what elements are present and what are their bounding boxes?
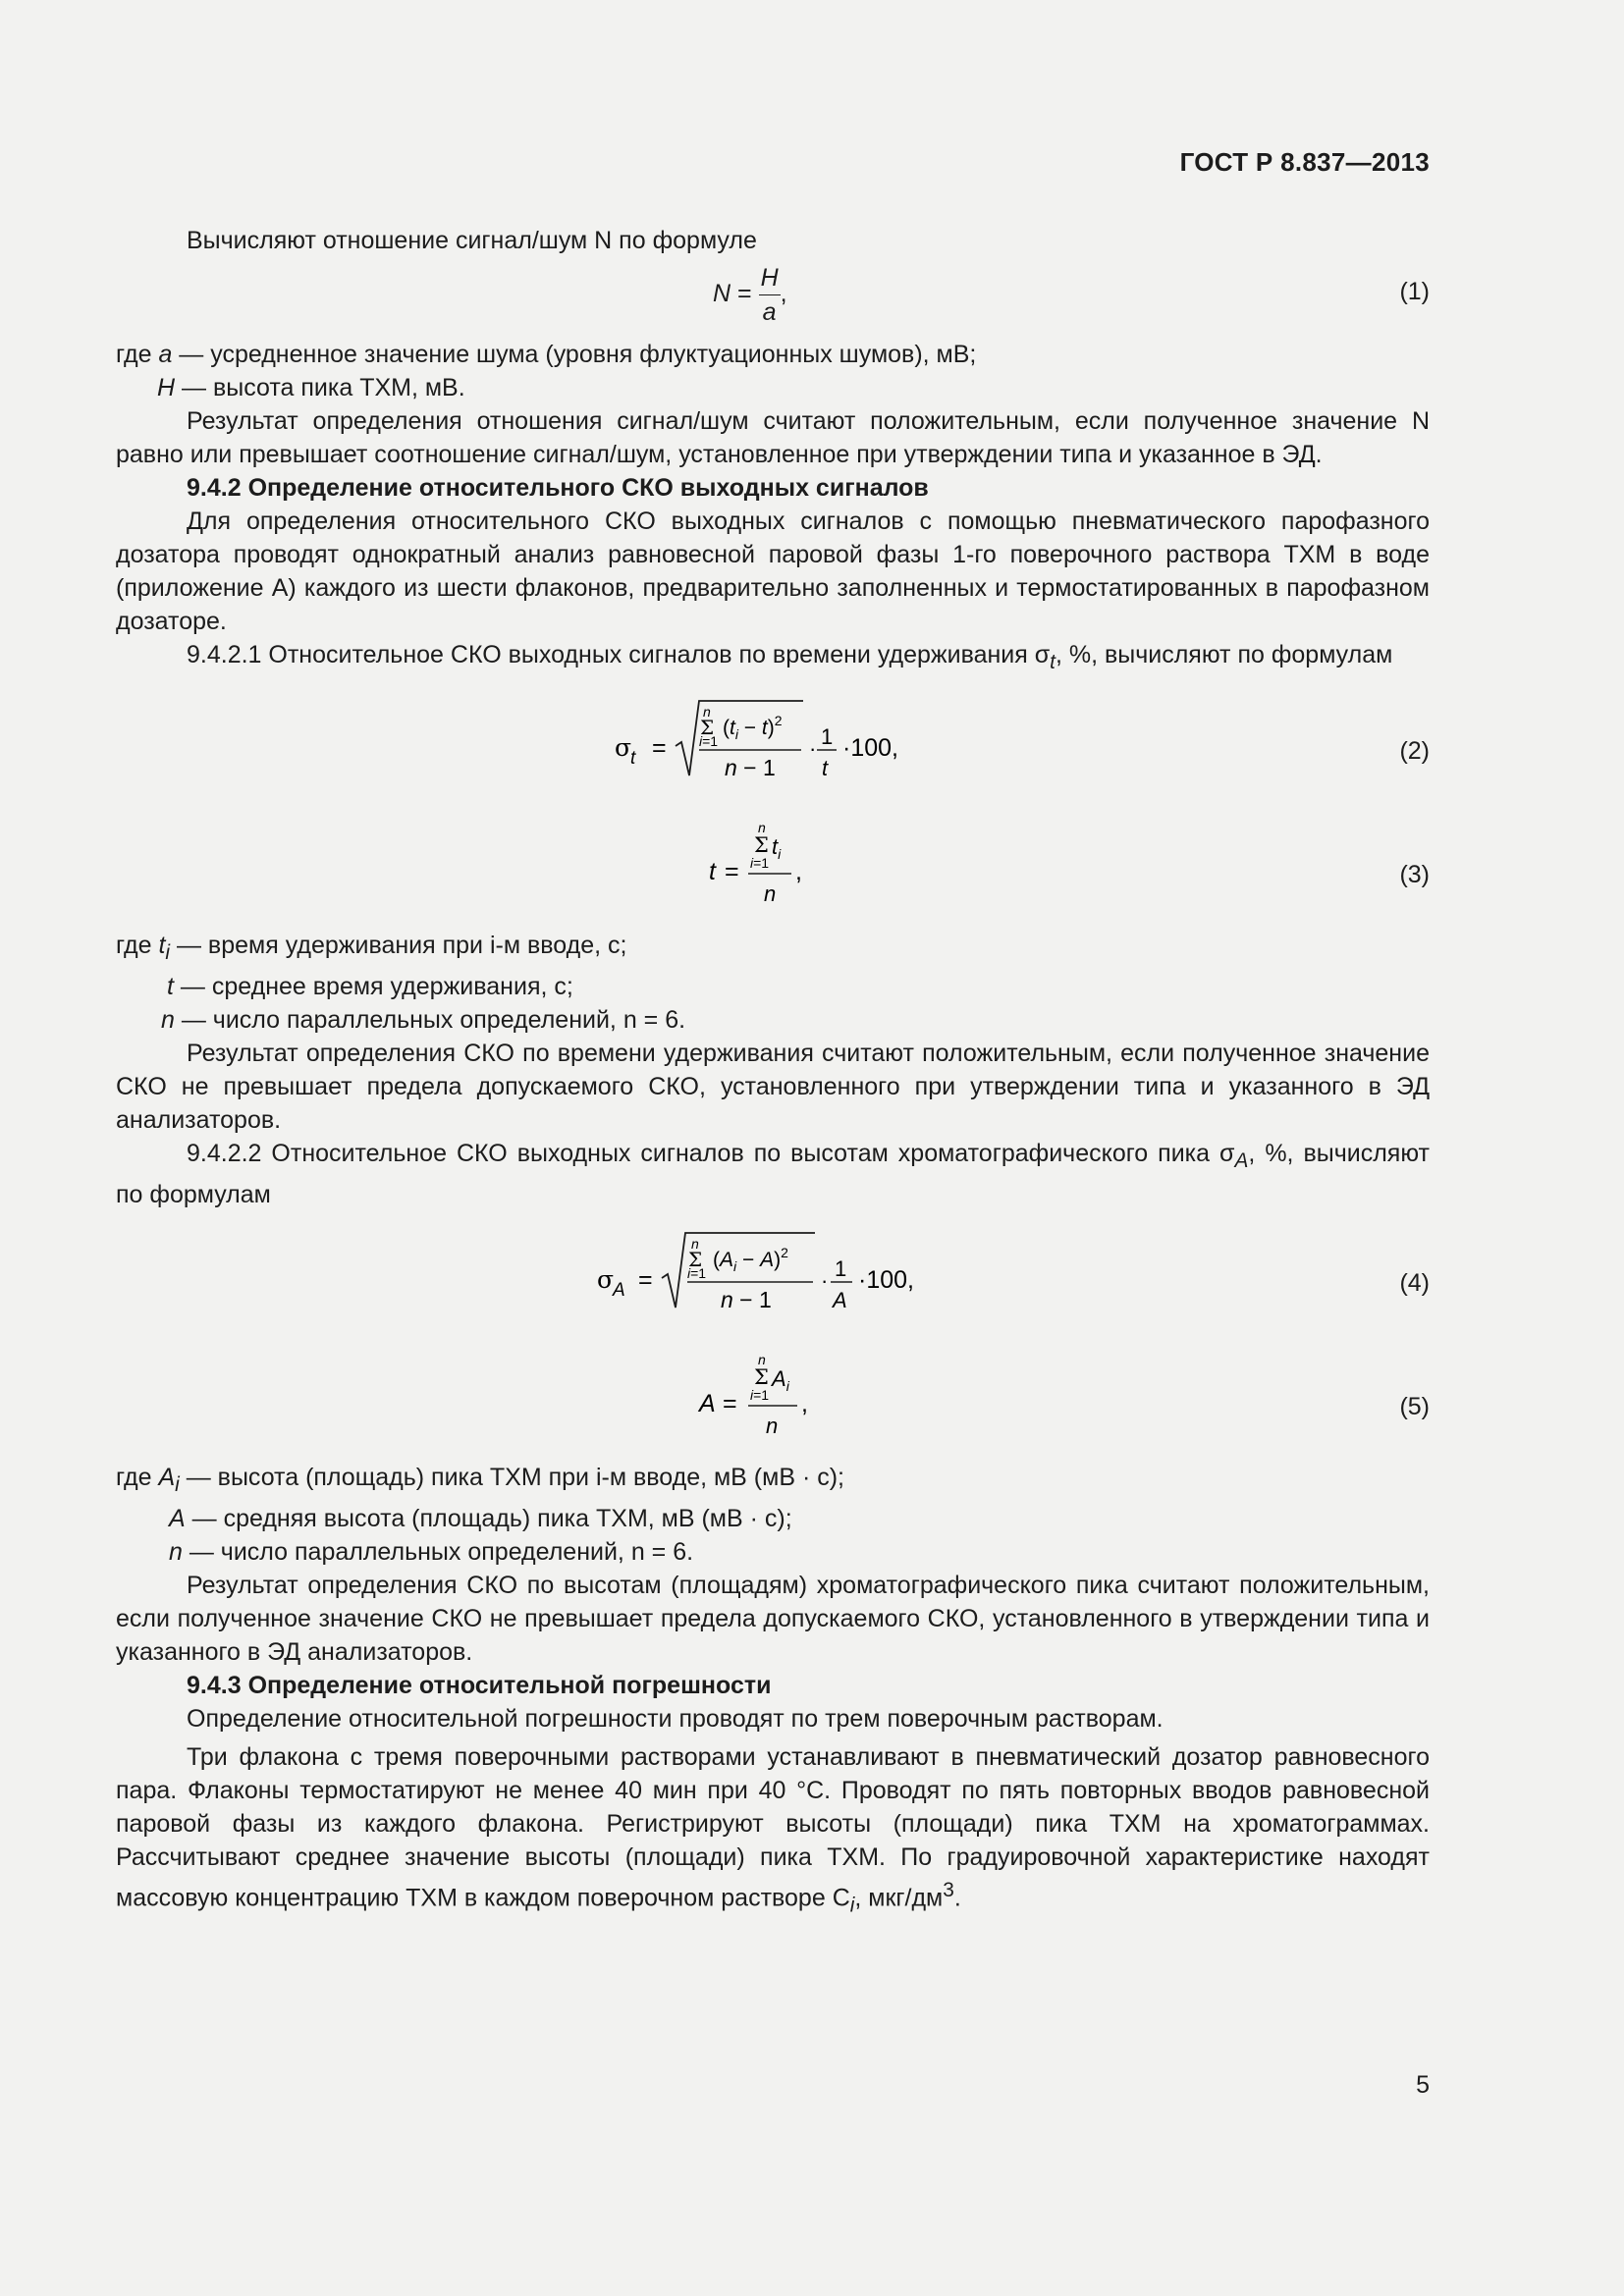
heading-9-4-2: 9.4.2 Определение относительного СКО выходных сигналов bbox=[187, 474, 929, 502]
svg-text:i=1: i=1 bbox=[687, 1265, 707, 1281]
formula-5-graphic bbox=[116, 1345, 1430, 1461]
formula-1-lhs: N bbox=[713, 280, 731, 308]
svg-text:ti: $t_i$ bbox=[772, 834, 782, 862]
svg-text:n: n bbox=[703, 704, 711, 720]
svg-text:n: n bbox=[764, 881, 777, 906]
svg-text:σ: σ bbox=[615, 733, 632, 762]
svg-text:σ: σ bbox=[597, 1265, 615, 1294]
formula-2-graphic bbox=[116, 679, 1430, 813]
svg-text:=: = bbox=[723, 1390, 737, 1417]
formula-5 bbox=[116, 1345, 1430, 1461]
formula-4 bbox=[116, 1211, 1430, 1345]
svg-text:Σ: Σ bbox=[754, 1365, 769, 1389]
formula-5-number: (5) bbox=[1399, 1393, 1430, 1420]
paragraph-result-3: Результат определения СКО по высотам (площадям) хроматографического пика считают положительным, если полученное значение СКО не превышает предела допускаемого СКО, установленного в утверждении типа и указанного в ЭД анализаторов. bbox=[116, 1572, 1430, 1666]
where-t: t — среднее время удерживания, с; bbox=[167, 973, 573, 1000]
svg-text:i=1: i=1 bbox=[750, 1387, 770, 1403]
formula-3-graphic bbox=[116, 813, 1430, 929]
formula-4-number: (4) bbox=[1399, 1269, 1430, 1297]
formula-2-number: (2) bbox=[1399, 737, 1430, 765]
where-a: где a — усредненное значение шума (уровня флуктуационных шумов), мВ; bbox=[116, 341, 977, 368]
formula-1-number: (1) bbox=[1399, 278, 1430, 305]
paragraph-result-2: Результат определения СКО по времени удерживания считают положительным, если полученное значение СКО не превышает предела допускаемого СКО, установленного при утверждении типа и указанного в ЭД анализаторов. bbox=[116, 1040, 1430, 1134]
document-header: ГОСТ Р 8.837—2013 bbox=[1179, 147, 1430, 177]
paragraph-9-4-3-b: Три флакона с тремя поверочными растворами устанавливают в пневматический дозатор равновесного пара. Флаконы термостатируют не менее 40 мин при 40 °С. Проводят по пять повторных вводов равновесной паровой фазы из каждого флакона. Регистрируют высоты (площади) пика ТХМ на хроматограммах. Рассчитывают среднее значение высоты (площади) пика ТХМ. По градуировочной характеристике находят массовую концентрацию ТХМ в каждом поверочном растворе $C_i$, мкг/$дм^3$. bbox=[116, 1743, 1430, 1917]
svg-text:·100,: ·100, bbox=[842, 734, 898, 762]
svg-text:i=1: i=1 bbox=[750, 855, 770, 871]
svg-text:A: A bbox=[613, 1280, 625, 1301]
formula-1-numerator: H bbox=[760, 264, 779, 292]
svg-text:n: n bbox=[758, 1352, 766, 1367]
heading-9-4-3: 9.4.3 Определение относительной погрешности bbox=[187, 1672, 772, 1699]
formula-1: N = $\frac{H}{a}$ , (1) bbox=[116, 257, 1430, 338]
svg-text:n − 1: n − 1 bbox=[721, 1287, 772, 1312]
paragraph-result-1: Результат определения отношения сигнал/шум считают положительным, если полученное значение N равно или превышает соотношение сигнал/шум, установленное при утверждении типа и указанное в ЭД. bbox=[116, 407, 1430, 468]
svg-text:t: t bbox=[822, 756, 829, 780]
svg-text:(ti − t)2: $(t_i - t)^2$ bbox=[723, 713, 783, 742]
formula-2 bbox=[116, 679, 1430, 813]
where-n: n — число параллельных определений, n = 6. bbox=[161, 1006, 686, 1034]
svg-text:1: 1 bbox=[821, 724, 834, 749]
svg-text:(Ai − A)2: $(A_i - A)^2$ bbox=[713, 1245, 788, 1274]
svg-text:n: n bbox=[758, 820, 766, 835]
svg-text:A: A bbox=[699, 1390, 716, 1417]
svg-text:·100,: ·100, bbox=[858, 1266, 914, 1294]
paragraph-9-4-2-2: 9.4.2.2 Относительное СКО выходных сигналов по высотам хроматографического пика $\sigma_A$, %, вычисляют по формулам bbox=[116, 1140, 1430, 1208]
svg-text:A: A bbox=[833, 1288, 847, 1312]
svg-text:,: , bbox=[801, 1390, 808, 1417]
svg-text:Ai: $A_i$ bbox=[772, 1366, 789, 1394]
where-n-2: n — число параллельных определений, n = 6. bbox=[169, 1538, 694, 1566]
svg-text:Σ: Σ bbox=[688, 1248, 703, 1271]
svg-text:=: = bbox=[638, 1266, 653, 1294]
paragraph-9-4-3-a: Определение относительной погрешности проводят по трем поверочным растворам. bbox=[187, 1705, 1164, 1733]
svg-text:n: n bbox=[691, 1236, 699, 1252]
svg-text:1: 1 bbox=[835, 1256, 847, 1281]
svg-text:=: = bbox=[652, 734, 667, 762]
paragraph-9-4-2-1: 9.4.2.1 Относительное СКО выходных сигналов по времени удерживания $\sigma_t$, %, вычисляют по формулам bbox=[187, 641, 1393, 673]
paragraph-9-4-2: Для определения относительного СКО выходных сигналов с помощью пневматического парофазного дозатора проводят однократный анализ равновесной паровой фазы 1-го поверочного раствора ТХМ в воде (приложение А) каждого из шести флаконов, предварительно заполненных и термостатированных в парофазном дозаторе. bbox=[116, 507, 1430, 635]
formula-1-denominator: a bbox=[759, 294, 781, 329]
document-body bbox=[116, 224, 1430, 1922]
formula-3-number: (3) bbox=[1399, 861, 1430, 888]
svg-text:t: t bbox=[630, 748, 636, 769]
svg-text:t: t bbox=[709, 858, 716, 885]
where-H: H — высота пика ТХМ, мВ. bbox=[157, 374, 465, 401]
svg-text:·: · bbox=[821, 1268, 829, 1293]
svg-text:=: = bbox=[725, 858, 739, 885]
where-ti: где $t_i$ — время удерживания при i-м вводе, с; bbox=[116, 932, 627, 964]
svg-text:·: · bbox=[809, 736, 817, 761]
svg-text:Σ: Σ bbox=[700, 716, 715, 739]
svg-text:n: n bbox=[766, 1414, 779, 1438]
formula-3 bbox=[116, 813, 1430, 929]
svg-text:Σ: Σ bbox=[754, 833, 769, 857]
svg-text:i=1: i=1 bbox=[699, 733, 719, 749]
svg-text:,: , bbox=[795, 858, 802, 885]
where-Ai: где $A_i$ — высота (площадь) пика ТХМ при i-м вводе, мВ (мВ · с); bbox=[116, 1464, 844, 1496]
paragraph-intro: Вычисляют отношение сигнал/шум N по формуле bbox=[187, 227, 757, 254]
svg-text:n − 1: n − 1 bbox=[725, 755, 776, 780]
where-A: A — средняя высота (площадь) пика ТХМ, мВ (мВ · с); bbox=[169, 1505, 792, 1532]
formula-4-graphic bbox=[116, 1211, 1430, 1345]
page-number: 5 bbox=[1416, 2071, 1430, 2099]
